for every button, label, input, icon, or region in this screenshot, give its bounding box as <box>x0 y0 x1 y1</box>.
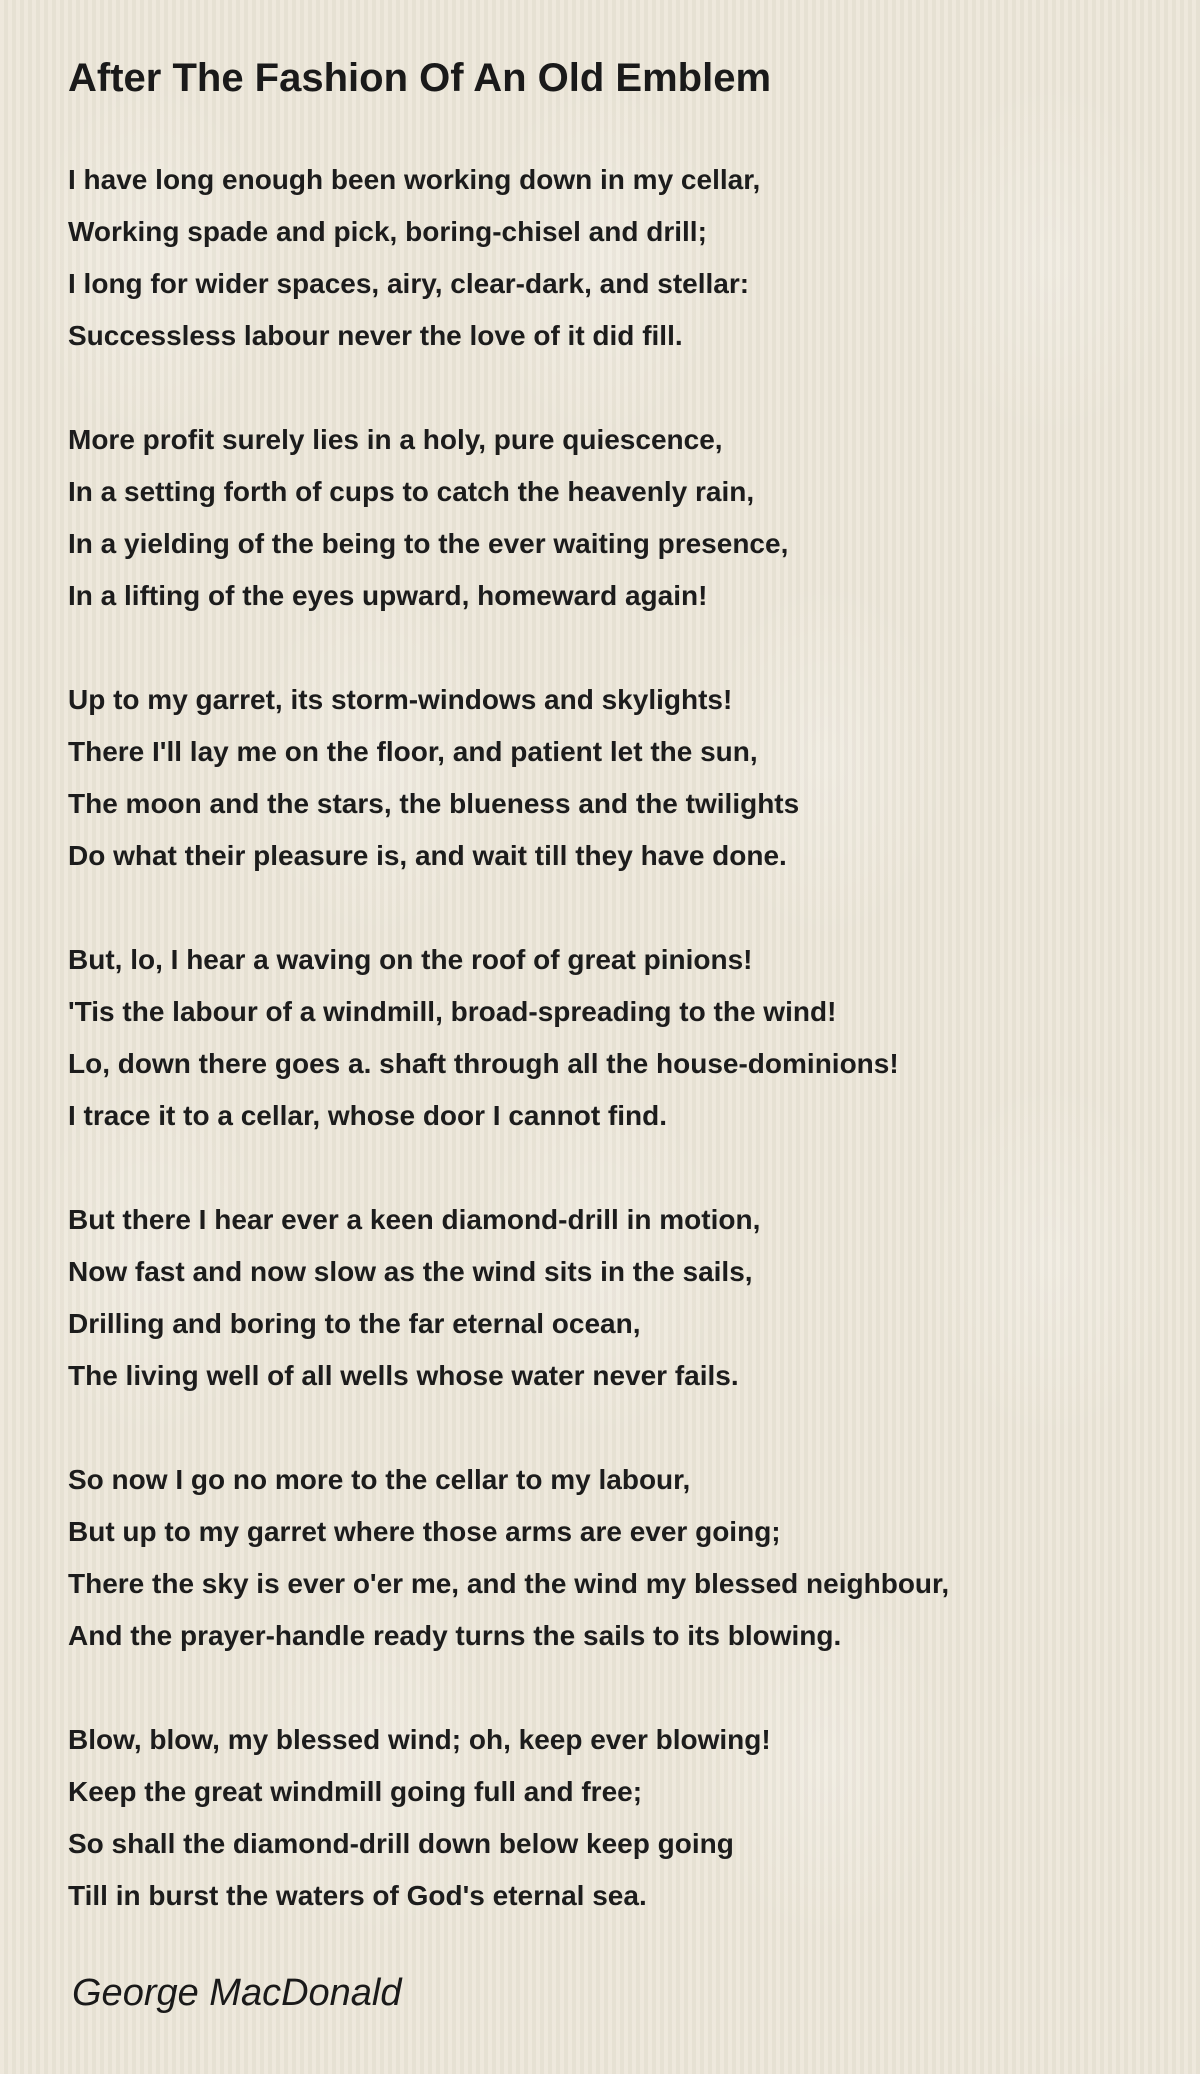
poem-line: And the prayer-handle ready turns the sails to its blowing. <box>68 1620 842 1651</box>
poem-line: I have long enough been working down in my cellar, <box>68 164 761 195</box>
stanza-2 <box>68 414 1178 622</box>
poem-body <box>68 154 1178 1922</box>
poem-line: There I'll lay me on the floor, and patient let the sun, <box>68 736 758 767</box>
poem-title: After The Fashion Of An Old Emblem <box>68 56 772 100</box>
poem-line: The moon and the stars, the blueness and the twilights <box>68 788 800 819</box>
poem-line: Till in burst the waters of God's eternal sea. <box>68 1880 647 1911</box>
stanza-6 <box>68 1454 1178 1662</box>
poem-line: In a yielding of the being to the ever waiting presence, <box>68 528 789 559</box>
stanza-1 <box>68 154 1178 362</box>
stanza-4 <box>68 934 1178 1142</box>
poem-line: Lo, down there goes a. shaft through all the house-dominions! <box>68 1048 899 1079</box>
stanza-7 <box>68 1714 1178 1922</box>
poem-line: But, lo, I hear a waving on the roof of great pinions! <box>68 944 753 975</box>
poem-line: The living well of all wells whose water never fails. <box>68 1360 739 1391</box>
poem-line: I long for wider spaces, airy, clear-dark, and stellar: <box>68 268 750 299</box>
stanza-5 <box>68 1194 1178 1402</box>
poem-line: So shall the diamond-drill down below keep going <box>68 1828 734 1859</box>
poem-line: There the sky is ever o'er me, and the wind my blessed neighbour, <box>68 1568 950 1599</box>
poem-line: More profit surely lies in a holy, pure quiescence, <box>68 424 723 455</box>
stanza-3 <box>68 674 1178 882</box>
poem-line: In a lifting of the eyes upward, homeward again! <box>68 580 708 611</box>
poem-line: But there I hear ever a keen diamond-drill in motion, <box>68 1204 761 1235</box>
poem-line: Drilling and boring to the far eternal ocean, <box>68 1308 641 1339</box>
poem-author: George MacDonald <box>72 1972 402 2014</box>
poem-line: So now I go no more to the cellar to my labour, <box>68 1464 691 1495</box>
poem-line: In a setting forth of cups to catch the heavenly rain, <box>68 476 755 507</box>
poem-container <box>68 50 1178 1922</box>
poem-line: Do what their pleasure is, and wait till they have done. <box>68 840 787 871</box>
poem-line: Working spade and pick, boring-chisel and drill; <box>68 216 707 247</box>
poem-line: Up to my garret, its storm-windows and skylights! <box>68 684 733 715</box>
poem-line: I trace it to a cellar, whose door I cannot find. <box>68 1100 668 1131</box>
poem-line: Blow, blow, my blessed wind; oh, keep ever blowing! <box>68 1724 771 1755</box>
poem-line: 'Tis the labour of a windmill, broad-spreading to the wind! <box>68 996 837 1027</box>
poem-line: But up to my garret where those arms are ever going; <box>68 1516 781 1547</box>
poem-line: Keep the great windmill going full and free; <box>68 1776 643 1807</box>
poem-line: Now fast and now slow as the wind sits in the sails, <box>68 1256 753 1287</box>
poem-line: Successless labour never the love of it did fill. <box>68 320 683 351</box>
